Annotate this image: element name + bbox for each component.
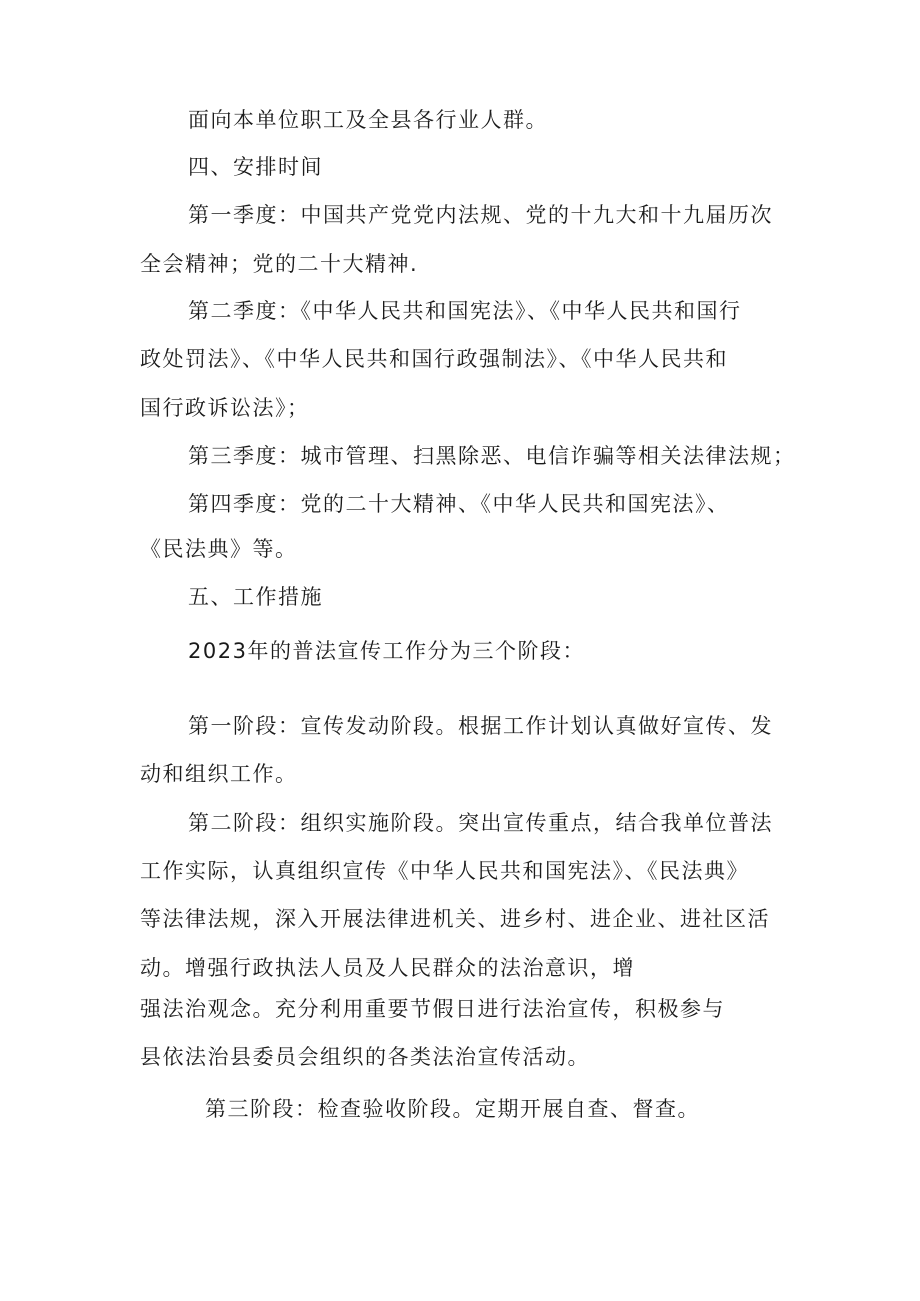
paragraph-line: 政处罚法》、《中华人民共和国行政强制法》、《中华人民共和 bbox=[140, 347, 728, 371]
paragraph-line: 工作实际，认真组织宣传《中华人民共和国宪法》、《民法典》 bbox=[140, 859, 749, 883]
paragraph-line: 第一阶段：宣传发动阶段。根据工作计划认真做好宣传、发 bbox=[188, 714, 773, 738]
paragraph-line: 《民法典》等。 bbox=[140, 537, 298, 561]
paragraph-line: 第一季度：中国共产党党内法规、党的十九大和十九届历次 bbox=[188, 203, 773, 227]
paragraph-line: 面向本单位职工及全县各行业人群。 bbox=[188, 108, 548, 132]
paragraph-line: 第二阶段：组织实施阶段。突出宣传重点，结合我单位普法 bbox=[188, 811, 773, 835]
paragraph-line: 动和组织工作。 bbox=[140, 762, 298, 786]
section-heading: 四、安排时间 bbox=[188, 155, 323, 179]
paragraph-line: 全会精神；党的二十大精神. bbox=[140, 252, 419, 276]
paragraph-line: 动。增强行政执法人员及人民群众的法治意识，增 bbox=[140, 956, 635, 980]
paragraph-line: 第二季度：《中华人民共和国宪法》、《中华人民共和国行 bbox=[188, 299, 742, 323]
paragraph-line: 强法治观念。充分利用重要节假日进行法治宣传，积极参与 bbox=[140, 997, 725, 1021]
section-heading: 五、工作措施 bbox=[188, 585, 323, 609]
paragraph-line: 县依法治县委员会组织的各类法治宣传活动。 bbox=[140, 1045, 590, 1069]
paragraph-line: 国行政诉讼法》； bbox=[140, 396, 310, 420]
paragraph-line: 第三季度：城市管理、扫黑除恶、电信诈骗等相关法律法规； bbox=[188, 444, 796, 468]
paragraph-line: 2023年的普法宣传工作分为三个阶段： bbox=[188, 639, 585, 663]
paragraph-line: 第四季度：党的二十大精神、《中华人民共和国宪法》、 bbox=[188, 492, 730, 516]
paragraph-line: 等法律法规，深入开展法律进机关、进乡村、进企业、进社区活 bbox=[140, 907, 770, 931]
paragraph-line: 第三阶段：检查验收阶段。定期开展自查、督查。 bbox=[205, 1097, 700, 1121]
